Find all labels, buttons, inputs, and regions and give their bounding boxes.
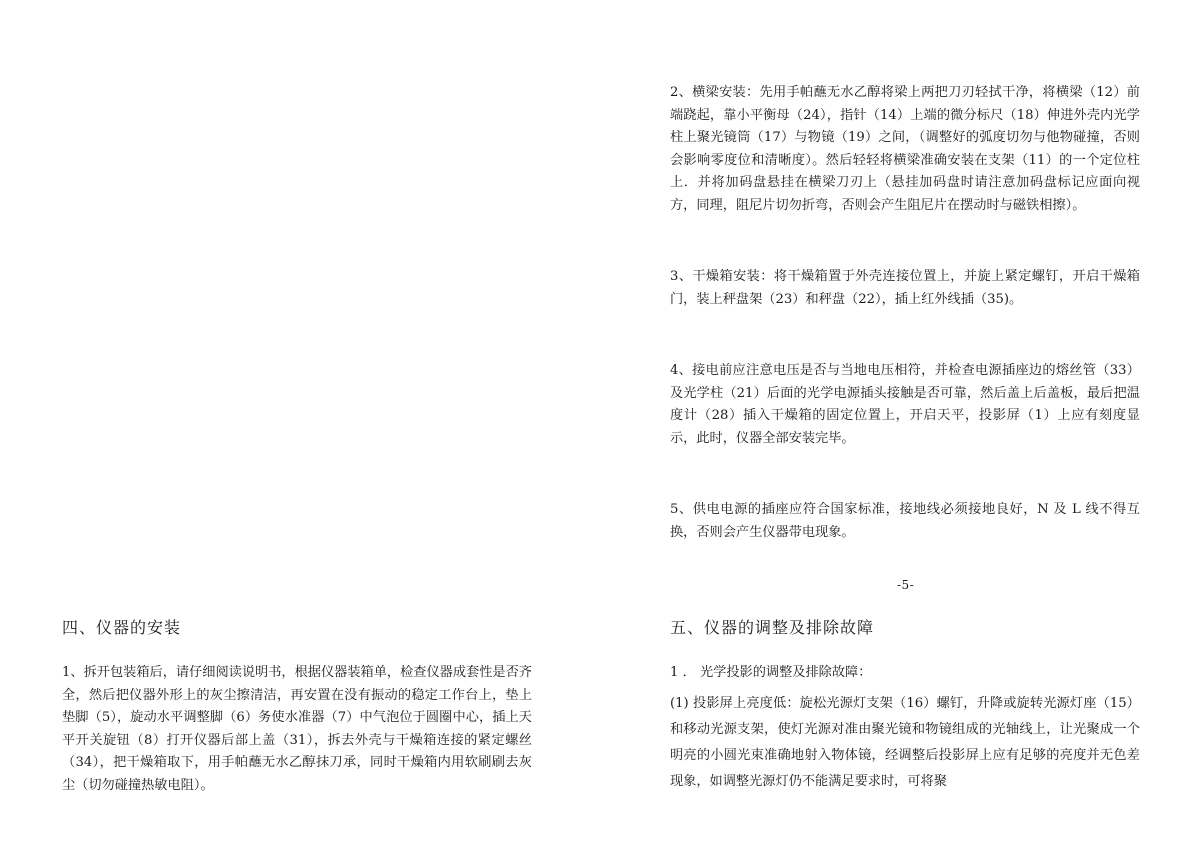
upper-right-column	[670, 82, 1140, 544]
adjust-item-1: (1) 投影屏上亮度低：旋松光源灯支架（16）螺钉，升降或旋转光源灯座（15）和移动光源支架，使灯光源对准由聚光镜和物镜组成的光轴线上，让光聚成一个明亮的小圆光束准确地射入物体镜，经调整后投影屏上应有足够的亮度并无色差现象，如调整光源灯仍不能满足要求时，可将聚	[670, 695, 1140, 789]
install-step-2: 2、横梁安装：先用手帕蘸无水乙醇将梁上两把刀刃轻拭干净，将横梁（12）前端跷起，靠小平衡母（24），指针（14）上端的微分标尺（18）伸进外壳内光学柱上聚光镜筒（17）与物镜（19）之间，（调整好的弧度切勿与他物碰撞，否则会影响零度位和清晰度）。然后轻轻将横梁准确安装在支架（11）的一个定位柱上．并将加码盘悬挂在横梁刀刃上（悬挂加码盘时请注意加码盘标记应面向视方，同理，阻尼片切勿折弯，否则会产生阻尼片在摆动时与磁铁相擦）。	[670, 85, 1140, 213]
section-4-column	[62, 615, 532, 797]
install-step-1: 1、拆开包装箱后，请仔细阅读说明书，根据仪器装箱单，检查仪器成套性是否齐全，然后把仪器外形上的灰尘擦清洁，再安置在没有振动的稳定工作台上，垫上垫脚（5），旋动水平调整脚（6）务使水准器（7）中气泡位于圆圈中心，插上天平开关旋钮（8）打开仪器后部上盖（31），拆去外壳与干燥箱连接的紧定螺丝（34），把干燥箱取下，用手帕蘸无水乙醇抹刀承，同时干燥箱内用软刷刷去灰尘（切勿碰撞热敏电阻）。	[62, 665, 532, 793]
section-5-heading: 五、仪器的调整及排除故障	[670, 618, 875, 637]
section-4-heading: 四、仪器的安装	[62, 618, 182, 637]
subsection-1-title: 1 ． 光学投影的调整及排除故障：	[670, 665, 872, 680]
section-5-column	[670, 615, 1140, 795]
install-step-4: 4、接电前应注意电压是否与当地电压相符，并检查电源插座边的熔丝管（33）及光学柱（21）后面的光学电源插头接触是否可靠，然后盖上后盖板，最后把温度计（28）插入干燥箱的固定位置上，开启天平，投影屏（1）上应有刻度显示，此时，仪器全部安装完毕。	[670, 363, 1140, 446]
install-step-5: 5、供电电源的插座应符合国家标准，接地线必须接地良好，N 及 L 线不得互换，否则会产生仪器带电现象。	[670, 502, 1140, 540]
install-step-3: 3、干燥箱安装：将干燥箱置于外壳连接位置上，并旋上紧定螺钉，开启干燥箱门，装上秤盘架（23）和秤盘（22），插上红外线插（35)。	[670, 269, 1140, 307]
page-number: -5-	[897, 578, 915, 592]
